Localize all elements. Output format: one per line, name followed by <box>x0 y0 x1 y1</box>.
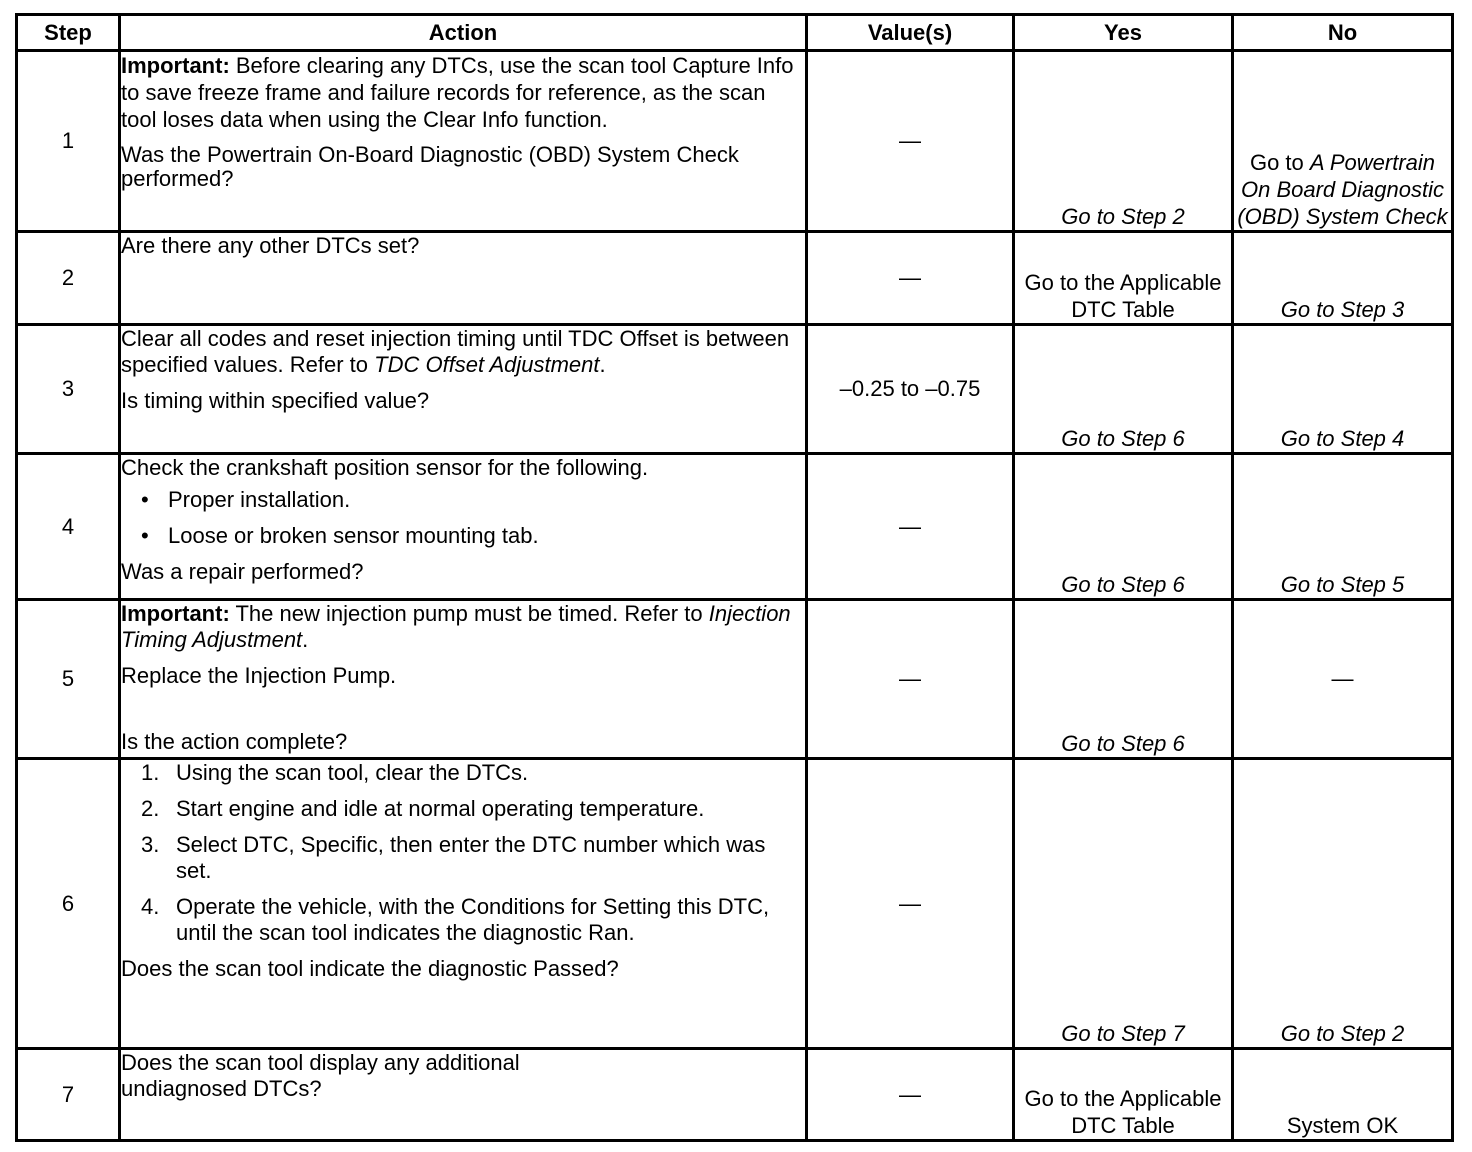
action-cell <box>120 600 807 759</box>
yes-cell: Go to Step 6 <box>1014 325 1233 454</box>
list-item <box>141 796 805 822</box>
yes-cell: Go to Step 7 <box>1014 759 1233 1049</box>
list-item <box>141 523 805 549</box>
value-cell: — <box>807 51 1014 232</box>
value-cell: — <box>807 454 1014 600</box>
list-item <box>141 760 805 786</box>
bullet-mark: • <box>141 523 149 548</box>
important-reference: Injection Timing Adjustment <box>121 601 791 652</box>
important-note <box>121 52 805 133</box>
action-text <box>121 326 805 378</box>
value-cell: — <box>807 600 1014 759</box>
value-cell: –0.25 to –0.75 <box>807 325 1014 454</box>
important-label: Important: <box>121 601 230 626</box>
table-row <box>17 325 1453 454</box>
no-cell: — <box>1233 600 1453 759</box>
table-row <box>17 1049 1453 1141</box>
step-number: 1 <box>17 51 120 232</box>
action-cell <box>120 232 807 325</box>
action-text: Replace the Injection Pump. <box>121 663 397 688</box>
list-number: 4. <box>141 894 160 919</box>
yes-cell: Go to Step 2 <box>1014 51 1233 232</box>
list-item-text: Loose or broken sensor mounting tab. <box>168 523 539 548</box>
list-item <box>141 894 805 946</box>
action-reference: TDC Offset Adjustment <box>374 352 600 377</box>
question-text: Does the scan tool indicate the diagnostic Passed? <box>121 956 619 981</box>
value-cell: — <box>807 232 1014 325</box>
numbered-list <box>121 760 805 946</box>
question-text: Does the scan tool display any additional undiagnosed DTCs? <box>121 1050 520 1101</box>
action-text-end: . <box>599 352 606 377</box>
no-cell: Go to Step 2 <box>1233 759 1453 1049</box>
step-number: 2 <box>17 232 120 325</box>
step-number: 7 <box>17 1049 120 1141</box>
action-cell <box>120 454 807 600</box>
action-text: Check the crankshaft position sensor for the following. <box>121 455 649 480</box>
question-text: Are there any other DTCs set? <box>121 233 420 258</box>
no-cell: Go to Step 4 <box>1233 325 1453 454</box>
question-text: Was a repair performed? <box>121 559 364 584</box>
no-cell: Go to Step 5 <box>1233 454 1453 600</box>
diagnostic-table <box>15 13 1454 1142</box>
yes-cell: Go to Step 6 <box>1014 454 1233 600</box>
table-row <box>17 232 1453 325</box>
table-row <box>17 759 1453 1049</box>
table-row <box>17 51 1453 232</box>
list-number: 1. <box>141 760 160 785</box>
list-item <box>141 487 805 513</box>
header-no: No <box>1233 15 1453 51</box>
no-link: A Powertrain On Board Diagnostic (OBD) System Check <box>1237 150 1448 229</box>
question-text: Was the Powertrain On-Board Diagnostic (OBD) System Check performed? <box>121 142 739 191</box>
important-text: The new injection pump must be timed. Refer to <box>229 601 709 626</box>
step-number: 5 <box>17 600 120 759</box>
important-label: Important: <box>121 53 230 78</box>
list-item-text: Operate the vehicle, with the Conditions for Setting this DTC, until the scan tool indicates the diagnostic Ran. <box>176 894 770 945</box>
list-number: 2. <box>141 796 160 821</box>
list-item-text: Using the scan tool, clear the DTCs. <box>176 760 529 785</box>
no-cell <box>1233 51 1453 232</box>
bullet-list <box>121 487 805 549</box>
list-item <box>141 832 805 884</box>
action-text-main: Clear all codes and reset injection timing until TDC Offset is between specified values. Refer to <box>121 326 790 377</box>
list-item-text: Select DTC, Specific, then enter the DTC number which was set. <box>176 832 766 883</box>
no-prefix: Go to <box>1249 150 1310 175</box>
no-cell: Go to Step 3 <box>1233 232 1453 325</box>
yes-cell: Go to the Applicable DTC Table <box>1014 232 1233 325</box>
value-cell: — <box>807 759 1014 1049</box>
important-text-end: . <box>302 627 309 652</box>
question-text: Is timing within specified value? <box>121 388 430 413</box>
important-note <box>121 601 805 653</box>
question-text: Is the action complete? <box>121 729 348 754</box>
header-row <box>17 15 1453 51</box>
yes-cell: Go to the Applicable DTC Table <box>1014 1049 1233 1141</box>
table-row <box>17 454 1453 600</box>
value-cell: — <box>807 1049 1014 1141</box>
step-number: 6 <box>17 759 120 1049</box>
action-cell <box>120 325 807 454</box>
step-number: 3 <box>17 325 120 454</box>
action-cell <box>120 51 807 232</box>
header-yes: Yes <box>1014 15 1233 51</box>
list-item-text: Start engine and idle at normal operating temperature. <box>176 796 705 821</box>
header-step: Step <box>17 15 120 51</box>
action-cell <box>120 1049 807 1141</box>
header-action: Action <box>120 15 807 51</box>
important-text: Before clearing any DTCs, use the scan tool Capture Info to save freeze frame and failure records for reference, as the scan tool loses data when using the Clear Info function. <box>121 53 794 132</box>
bullet-mark: • <box>141 487 149 512</box>
header-values: Value(s) <box>807 15 1014 51</box>
action-cell <box>120 759 807 1049</box>
list-item-text: Proper installation. <box>168 487 351 512</box>
yes-cell: Go to Step 6 <box>1014 600 1233 759</box>
spacer <box>121 699 805 729</box>
no-cell: System OK <box>1233 1049 1453 1141</box>
list-number: 3. <box>141 832 160 857</box>
table-row <box>17 600 1453 759</box>
step-number: 4 <box>17 454 120 600</box>
